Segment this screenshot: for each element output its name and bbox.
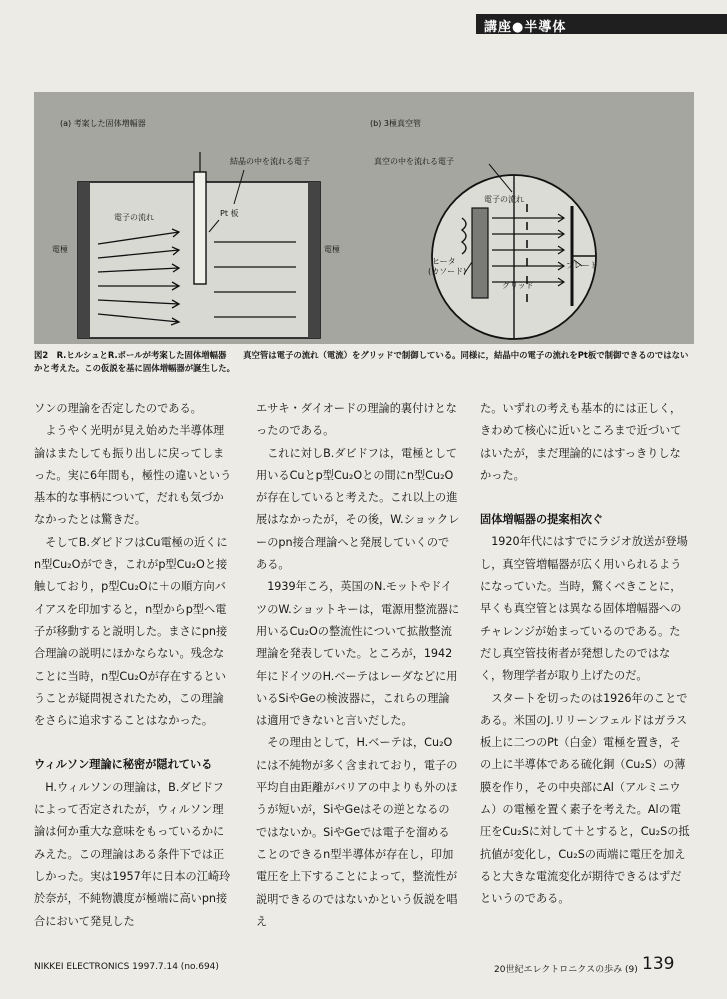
figure-a-flow-label: 電子の流れ bbox=[114, 213, 154, 222]
pt-plate bbox=[194, 172, 206, 284]
paragraph: エサキ・ダイオードの理論的裏付けとなったのである。 bbox=[256, 402, 457, 438]
figure-b-plate-label: プレート bbox=[566, 261, 598, 270]
figure-2 bbox=[34, 92, 694, 344]
figure-b-cathode-label: (カソード) bbox=[428, 267, 467, 276]
section-header-label: 講座●半導体 bbox=[484, 20, 567, 35]
figure-b-flow-label: 電子の流れ bbox=[484, 195, 524, 204]
figure-b-title: (b) 3極真空管 bbox=[370, 119, 421, 128]
figure-b-electron-label: 真空の中を流れる電子 bbox=[374, 157, 454, 166]
figure-a-electron-label: 結晶の中を流れる電子 bbox=[230, 157, 310, 166]
column-3 bbox=[480, 398, 690, 911]
paragraph: これに対しB.ダビドフは，電極として用いるCuとp型Cu₂Oとの間にn型Cu₂Oが存在していると考えた。これ以上の進展はなかったが，その後，W.ショックレーのpn接合理論へと発展していくのである。 bbox=[256, 446, 460, 572]
paragraph: 1920年代にはすでにラジオ放送が登場し，真空管増幅器が広く用いられるようになっていた。当時，驚くべきことに，早くも真空管とは異なる固体増幅器へのチャレンジが始まっているのである。ただし真空管技術者が発想したのではなく，物理学者が取り上げたのだ。 bbox=[480, 535, 688, 683]
paragraph: ソンの理論を否定したのである。 bbox=[34, 402, 202, 415]
figure-b-heater-label: ヒータ bbox=[432, 257, 456, 266]
paragraph: H.ウィルソンの理論は，B.ダビドフによって否定されたが，ウィルソン理論は何か重大な意味をもっているかにみえた。この理論はある条件下では正しかった。実は1957年に日本の江崎玲於奈が，不純物濃度が極端に高いpn接合において発見した bbox=[34, 780, 231, 928]
page-number: 139 bbox=[642, 954, 675, 974]
figure-a-electrode-left: 電極 bbox=[52, 245, 68, 254]
footer-series-title: 20世紀エレクトロニクスの歩み (9) bbox=[494, 965, 638, 975]
paragraph: そしてB.ダビドフはCu電極の近くにn型Cu₂Oができ，これがp型Cu₂Oと接触しており，p型Cu₂Oに＋の順方向バイアスを印加すると，n型からp型へ電子が移動すると説明した。まさにpn接合理論の説明にほかならない。残念なことに当時，n型Cu₂Oが存在するということが疑問視されたため，この理論をさらに追求することはなかった。 bbox=[34, 535, 228, 728]
paragraph: スタートを切ったのは1926年のことである。米国のJ.リリーンフェルドはガラス板上に二つのPt（白金）電極を置き，その上に半導体である硫化銅（Cu₂S）の薄膜を作り，その中央部にAl（アルミニウム）の電極を置く素子を考えた。Alの電圧をCu₂Sに対して＋とすると，Cu₂Sの抵抗値が変化し，Cu₂Sの両端に電圧を加えると大きな電流変化が期待できるはずだというのである。 bbox=[480, 691, 690, 906]
paragraph: た。いずれの考えも基本的には正しく，きわめて核心に近いところまで近づいてはいたが，まだ理論的にはすっきりしなかった。 bbox=[480, 402, 682, 482]
paragraph: ようやく光明が見え始めた半導体理論はまたしても振り出しに戻ってしまった。実に6年間も，極性の違いという基本的な事柄について，だれも気づかなかったとは驚きだ。 bbox=[34, 424, 232, 527]
figure-a-title: (a) 考案した固体増幅器 bbox=[60, 119, 146, 128]
paragraph: その理由として，H.ベーテは，Cu₂Oには不純物が多く含まれており，電子の平均自由距離がバリアの中よりも外のほうが短いが，SiやGeはその逆となるのではないか。SiやGeでは電子を溜めることのできるn型半導体が存在し，印加電圧を上下することによって，整流性が説明できるのではないかという仮説を唱え bbox=[256, 736, 458, 928]
figure-b-grid-label: グリッド bbox=[502, 281, 534, 290]
cathode bbox=[472, 208, 488, 298]
section-heading: ウィルソン理論に秘密が隠れている bbox=[34, 758, 213, 772]
column-2 bbox=[256, 398, 460, 933]
section-heading: 固体増幅器の提案相次ぐ bbox=[480, 513, 604, 527]
right-electrode-plate bbox=[308, 182, 320, 338]
paragraph: 1939年ころ，英国のN.モットやドイツのW.ショットキーは，電源用整流器に用いるCu₂Oの整流性について拡散整流理論を発表していた。ところが，1942年にドイツのH.ベーテはレーダなどに用いるSiやGeの検波器に，これらの理論は適用できないと言いだした。 bbox=[256, 580, 460, 728]
figure-caption: 図2 R.ヒルシュとR.ポールが考案した固体増幅器 真空管は電子の流れ（電流）をグリッドで制御している。同様に，結晶中の電子の流れをPt板で制御できるのではないかと考えた。この仮説を基に固体増幅器が誕生した。 bbox=[34, 350, 689, 373]
left-electrode-plate bbox=[78, 182, 90, 338]
footer-publication: NIKKEI ELECTRONICS 1997.7.14 (no.694) bbox=[34, 962, 219, 972]
figure-a-electrode-right: 電極 bbox=[324, 245, 340, 254]
figure-a-pt-label: Pt 板 bbox=[220, 209, 239, 218]
column-1 bbox=[34, 398, 234, 933]
